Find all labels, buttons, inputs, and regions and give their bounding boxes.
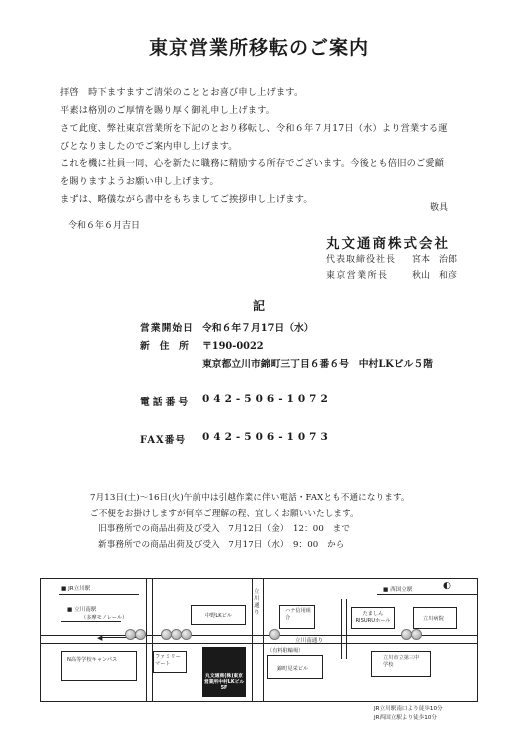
tree-icon [181, 629, 192, 640]
map-monorail: （多摩モノレール） [81, 615, 128, 621]
walk-time-jr: JR立川駅南口より徒歩10分 [374, 706, 443, 712]
jr-rail-line [59, 594, 139, 595]
greeting-line: 平素は格別のご厚情を賜り厚く御礼申し上げます。 [60, 105, 276, 116]
tel-label: 電話番号 [140, 397, 192, 408]
greeting-line: さて此度、弊社東京営業所を下記のとおり移転し、令和６年７月17日（水）より営業する運 [60, 123, 448, 134]
tree-icon [411, 629, 422, 640]
n-high-school-building [61, 651, 137, 681]
notice-line: ご不便をお掛けしますが何卒ご理解の程、宜しくお願いいたします。 [90, 509, 359, 519]
start-date-label: 営業開始日 [140, 323, 194, 334]
mgr-title: 東京営業所長 [326, 271, 389, 281]
map-n-school: N高等学校キャンパス [67, 657, 118, 663]
map-target: 丸文通商(株)東京営業所中村LKビル5F [203, 674, 245, 691]
fax-label: FAX番号 [140, 435, 187, 446]
tree-icon [135, 629, 146, 640]
start-date-value: 令和６年７月17日（水） [202, 323, 314, 334]
greeting-line: まずは、略儀ながら書中をもちましてご挨拶申し上げます。 [60, 194, 313, 205]
tree-icon [269, 629, 280, 640]
train-icon: ■ [67, 607, 73, 613]
fax-value: 042-506-1073 [202, 431, 332, 443]
map-tamashin: たましんRISURUホール [355, 611, 391, 624]
map-nishiki-bldg: 錦町見栄ビル [277, 666, 309, 672]
nambu-rail-line [377, 594, 477, 595]
company-name: 丸文通商株式会社 [326, 236, 450, 252]
map-junior-high: 立川市立第三中学校 [383, 655, 420, 668]
new-address: 東京都立川市錦町三丁目６番６号 中村LKビル５階 [202, 359, 433, 370]
tel-value: 042-506-1072 [202, 393, 332, 405]
notice-line: 旧事務所での商品出荷及び受入 7月12日（金） 12：00 まで [98, 524, 351, 534]
north-compass-icon: ◐ [443, 581, 451, 591]
map-hana: ハナ信用組合 [285, 608, 311, 621]
train-icon: ■ [61, 586, 67, 592]
map-parking: （有料駐輪場） [267, 648, 304, 654]
greeting-line: 拝啓 時下ますますご清栄のこととお喜び申し上げます。 [60, 87, 304, 98]
closing-word: 敬具 [430, 203, 449, 213]
map-nishi-kunitachi: ■ 西国立駅 [383, 587, 413, 593]
notice-line: 新事務所での商品出荷及び受入 7月17日（水） 9：00 から [98, 540, 345, 550]
road-vertical-right [341, 599, 347, 659]
arrow-head-icon: ◀ [97, 634, 103, 642]
address-label: 新 住 所 [140, 341, 189, 352]
walk-time-nishi: JR西国立駅より徒歩10分 [374, 715, 437, 721]
map-jr-tachikawa: ■ JR立川駅 [61, 586, 91, 592]
postal-code: 〒190-0022 [202, 341, 264, 352]
map-tachikawa-hospital: 立川病院 [423, 616, 444, 622]
page-title: 東京営業所移転のご案内 [148, 37, 369, 59]
notice-line: 7月13日(土)～16日(火)午前中は引越作業に伴い電話・FAXとも不通になります。 [90, 493, 410, 503]
map-family-mart: ファミリーマート [155, 654, 181, 667]
ki-heading: 記 [252, 299, 265, 313]
letter-date: 令和６年６月吉日 [68, 221, 141, 231]
map-tachikawa-minami-dori: 立川南通り [295, 638, 323, 644]
rep-title: 代表取締役社長 [326, 255, 397, 265]
rep-name: 宮本 治郎 [412, 255, 458, 265]
map-tachikawa-minami: ■ 立川南駅 [67, 607, 97, 613]
monorail-line [61, 621, 121, 622]
train-icon: ■ [383, 587, 389, 593]
greeting-line: これを機に社員一同、心を新たに職務に精励する所存でございます。今後とも倍旧のご愛顧 [60, 158, 445, 169]
mgr-name: 秋山 和彦 [412, 271, 458, 281]
greeting-line: を賜りますようお願い申し上げます。 [60, 176, 219, 187]
map-tachikawa-dori: 立川通り [254, 589, 260, 616]
greeting-line: びとなりましたのでご案内申し上げます。 [60, 141, 238, 152]
map-nakamura-lk: 中野LKビル [205, 613, 233, 619]
access-map [40, 578, 478, 702]
